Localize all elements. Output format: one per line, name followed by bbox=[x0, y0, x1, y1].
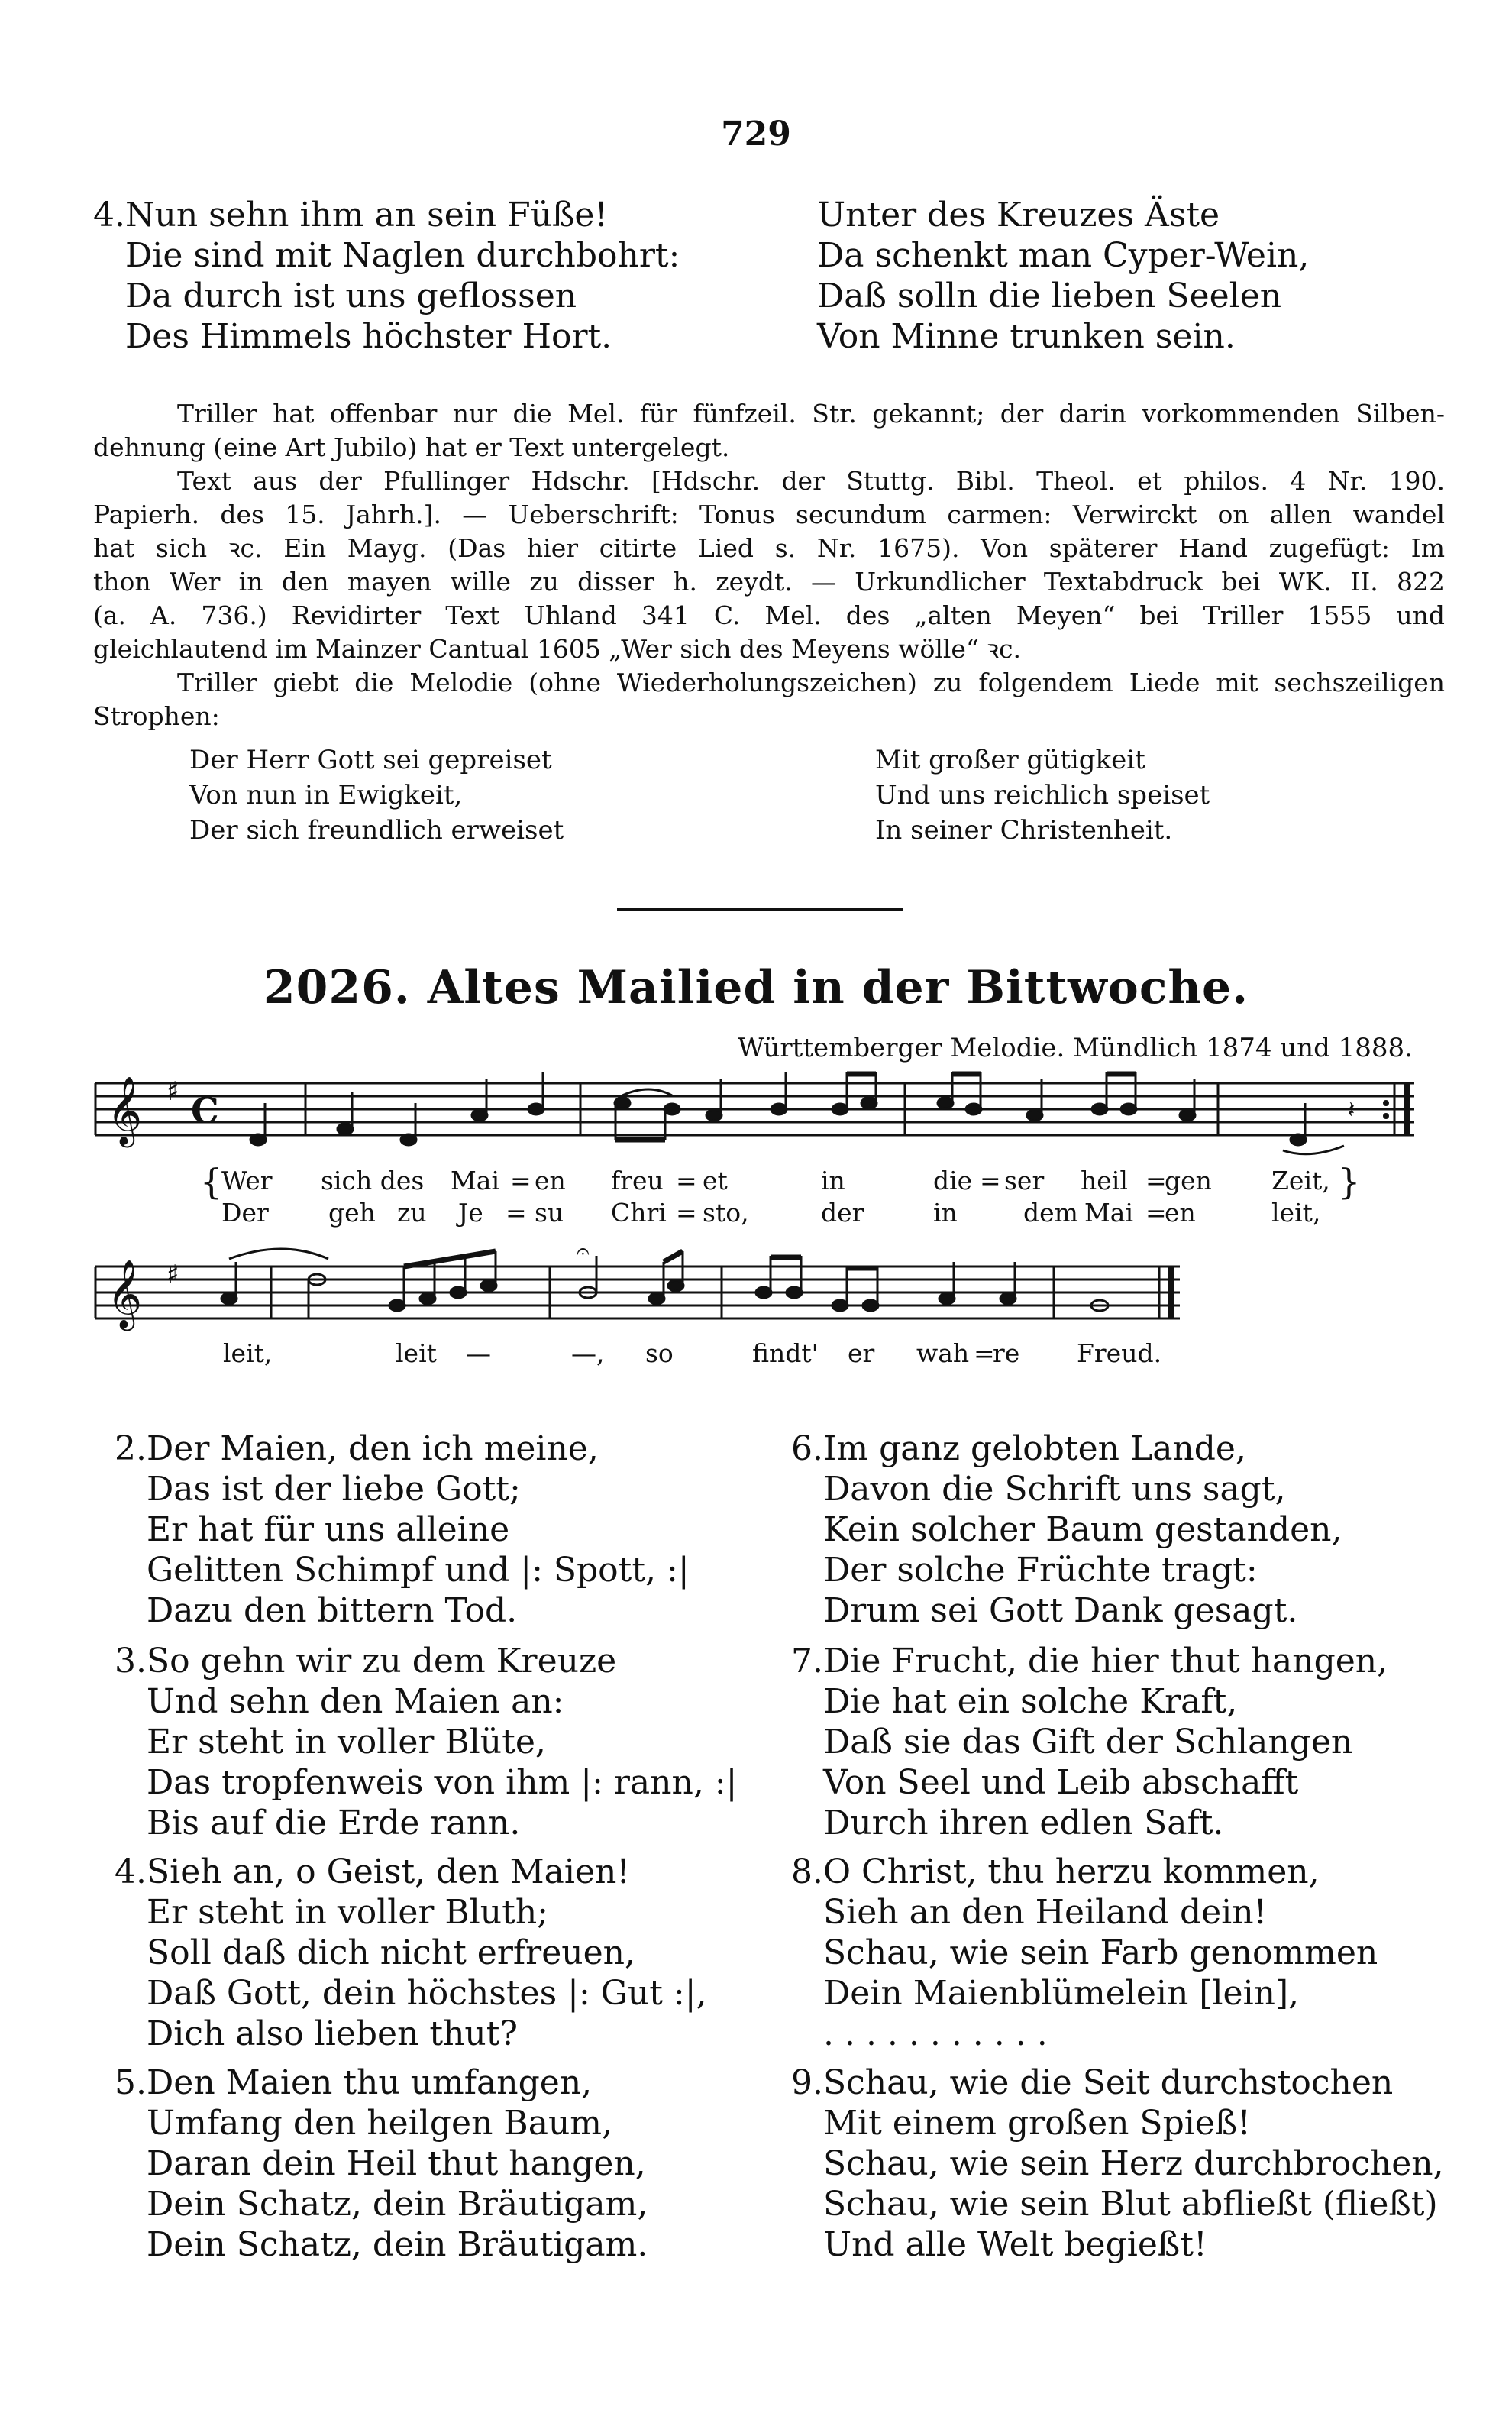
lyric: Mai bbox=[1084, 1198, 1134, 1228]
stanza-line: Der Maien, den ich meine, bbox=[147, 1429, 599, 1468]
sharp-icon: ♯ bbox=[166, 1076, 179, 1107]
lyric: leit, bbox=[1271, 1198, 1321, 1228]
stanza-4 bbox=[115, 1852, 707, 2054]
lyric: = bbox=[506, 1198, 527, 1228]
lyric: = bbox=[980, 1166, 1001, 1195]
stanza-line: Durch ihren edlen Saft. bbox=[823, 1804, 1224, 1842]
lyric: Wer bbox=[221, 1166, 273, 1195]
lyric: ser bbox=[1004, 1166, 1045, 1195]
lyric: —, bbox=[571, 1338, 605, 1368]
lyric: = bbox=[510, 1166, 531, 1195]
lyric: sich des bbox=[321, 1166, 425, 1195]
stanza-line: Er steht in voller Bluth; bbox=[147, 1893, 548, 1932]
stanza-number: 3. bbox=[115, 1642, 147, 1681]
lyric: re bbox=[993, 1338, 1020, 1368]
lyric: wah bbox=[916, 1338, 970, 1368]
stanza-line: Unter des Kreuzes Äste bbox=[817, 196, 1220, 235]
stanza-line: Das ist der liebe Gott; bbox=[147, 1470, 521, 1509]
stanza-line: Schau, wie sein Herz durchbrochen, bbox=[823, 2144, 1444, 2183]
lyric: Chri bbox=[611, 1198, 667, 1228]
stanza-line: Dein Schatz, dein Bräutigam, bbox=[147, 2185, 648, 2224]
stanza-line: Schau, wie sein Farb genommen bbox=[823, 1933, 1378, 1972]
stanza-line: Sieh an, o Geist, den Maien! bbox=[147, 1852, 631, 1891]
stanza-2 bbox=[115, 1428, 690, 1631]
music-staff-2 bbox=[0, 1236, 1512, 1351]
lyric: en bbox=[535, 1166, 566, 1195]
stanza-line: So gehn wir zu dem Kreuze bbox=[147, 1642, 617, 1681]
stanza-line: Soll daß dich nicht erfreuen, bbox=[147, 1933, 635, 1972]
lyric: = bbox=[974, 1338, 995, 1368]
lyric: er bbox=[848, 1338, 875, 1368]
stanza-line: Im ganz gelobten Lande, bbox=[823, 1429, 1246, 1468]
stanza-line: Daß Gott, dein höchstes |: Gut :|, bbox=[147, 1974, 707, 2013]
note-line: Text aus der Pfullinger Hdschr. [Hdschr. der Stuttg. Bibl. Theol. et philos. 4 Nr. 190. bbox=[177, 466, 1445, 496]
stanza-line: Der Herr Gott sei gepreiset bbox=[189, 745, 552, 775]
melody-source: Württemberger Melodie. Mündlich 1874 und 1888. bbox=[737, 1033, 1413, 1063]
lyric: dem bbox=[1023, 1198, 1078, 1228]
stanza-line: Davon die Schrift uns sagt, bbox=[823, 1470, 1286, 1509]
stanza-line: Von Minne trunken sein. bbox=[817, 317, 1236, 356]
stanza-9 bbox=[791, 2062, 1444, 2265]
stanza-6 bbox=[791, 1428, 1342, 1631]
stanza-8 bbox=[791, 1852, 1378, 2054]
lyric: — bbox=[466, 1338, 491, 1368]
lyric: su bbox=[535, 1198, 564, 1228]
stanza-line: Das tropfenweis von ihm |: rann, :| bbox=[147, 1763, 738, 1802]
song-number: 2026. bbox=[263, 961, 411, 1014]
lyric: = bbox=[676, 1166, 697, 1195]
stanza-3 bbox=[115, 1641, 737, 1843]
note-line: Strophen: bbox=[93, 701, 220, 731]
stanza-line: Dein Maienblümelein [lein], bbox=[823, 1974, 1300, 2013]
stanza-line: Kein solcher Baum gestanden, bbox=[823, 1510, 1342, 1549]
stanza-number: 8. bbox=[791, 1852, 823, 1891]
stanza-line: Die hat ein solche Kraft, bbox=[823, 1682, 1238, 1721]
lyric: sto, bbox=[703, 1198, 749, 1228]
stanza-line: Drum sei Gott Dank gesagt. bbox=[823, 1591, 1298, 1630]
lyric: in bbox=[933, 1198, 958, 1228]
fermata-icon: 𝄐 bbox=[577, 1238, 590, 1265]
note-line: Triller hat offenbar nur die Mel. für fünfzeil. Str. gekannt; der darin vorkommenden Silben- bbox=[177, 399, 1445, 429]
stanza-line: Mit großer gütigkeit bbox=[875, 745, 1145, 775]
lyric: Der bbox=[221, 1198, 269, 1228]
stanza-number: 2. bbox=[115, 1429, 147, 1468]
triller-stanza-left bbox=[189, 742, 564, 848]
lyric: et bbox=[703, 1166, 728, 1195]
rest-icon: 𝄽 bbox=[1348, 1097, 1355, 1124]
stanza-line: Die Frucht, die hier thut hangen, bbox=[823, 1642, 1388, 1681]
treble-clef-icon: 𝄞 bbox=[107, 1076, 143, 1145]
stanza-line: Umfang den heilgen Baum, bbox=[147, 2104, 613, 2143]
stanza-line: Bis auf die Erde rann. bbox=[147, 1804, 521, 1842]
note-line: Papierh. des 15. Jahrh.]. — Ueberschrift: Tonus secundum carmen: Verwirckt on allen wandel bbox=[93, 500, 1445, 529]
note-line: hat sich ꝛc. Ein Mayg. (Das hier citirte Lied s. Nr. 1675). Von späterer Hand zugefügt: Im bbox=[93, 533, 1445, 563]
music-staff-1 bbox=[0, 1060, 1512, 1175]
lyric: zu bbox=[397, 1198, 427, 1228]
song-title-text: Altes Mailied in der Bittwoche. bbox=[427, 961, 1249, 1014]
stanza-number: 7. bbox=[791, 1642, 823, 1681]
stanza-number: 4. bbox=[93, 196, 125, 235]
stanza-line: Dein Schatz, dein Bräutigam. bbox=[147, 2225, 648, 2264]
stanza-number: 9. bbox=[791, 2063, 823, 2102]
top-stanza-right bbox=[817, 195, 1309, 357]
stanza-line: Daran dein Heil thut hangen, bbox=[147, 2144, 646, 2183]
section-divider bbox=[617, 908, 903, 911]
lyric: Je bbox=[458, 1198, 483, 1228]
stanza-number: 6. bbox=[791, 1429, 823, 1468]
lyric: en bbox=[1165, 1198, 1196, 1228]
stanza-line: Da durch ist uns geflossen bbox=[125, 277, 577, 315]
triller-stanza-right bbox=[875, 742, 1210, 848]
brace-left-icon: { bbox=[200, 1161, 223, 1202]
lyric: die bbox=[933, 1166, 973, 1195]
lyric: freu bbox=[611, 1166, 664, 1195]
stanza-line: Schau, wie sein Blut abfließt (fließt) bbox=[823, 2185, 1438, 2224]
lyric: leit bbox=[396, 1338, 437, 1368]
stanza-line: O Christ, thu herzu kommen, bbox=[823, 1852, 1320, 1891]
stanza-line: Nun sehn ihm an sein Füße! bbox=[125, 196, 609, 235]
lyric: gen bbox=[1165, 1166, 1212, 1195]
stanza-line: Da schenkt man Cyper-Wein, bbox=[817, 236, 1310, 275]
lyric: geh bbox=[328, 1198, 376, 1228]
stanza-line: Gelitten Schimpf und |: Spott, :| bbox=[147, 1551, 690, 1590]
stanza-line: Den Maien thu umfangen, bbox=[147, 2063, 593, 2102]
note-line: thon Wer in den mayen wille zu disser h. zeydt. — Urkundlicher Textabdruck bei WK. II. 822 bbox=[93, 567, 1445, 597]
lyric: = bbox=[676, 1198, 697, 1228]
stanza-line: Der sich freundlich erweiset bbox=[189, 815, 564, 846]
stanza-line: In seiner Christenheit. bbox=[875, 815, 1173, 846]
stanza-number: 5. bbox=[115, 2063, 147, 2102]
note-line: dehnung (eine Art Jubilo) hat er Text untergelegt. bbox=[93, 432, 730, 462]
note-line: (a. A. 736.) Revidirter Text Uhland 341 C. Mel. des „alten Meyen“ bei Triller 1555 und bbox=[93, 600, 1445, 630]
song-title bbox=[0, 961, 1512, 1014]
lyric: Mai bbox=[451, 1166, 500, 1195]
lyric: = bbox=[1145, 1198, 1167, 1228]
lyric: Zeit, bbox=[1271, 1166, 1330, 1195]
stanza-line: Und uns reichlich speiset bbox=[875, 780, 1210, 810]
treble-clef-icon: 𝄞 bbox=[107, 1260, 143, 1328]
lyric: = bbox=[1145, 1166, 1167, 1195]
stanza-line: Und alle Welt begießt! bbox=[823, 2225, 1207, 2264]
stanza-number: 4. bbox=[115, 1852, 147, 1891]
sharp-icon: ♯ bbox=[166, 1260, 179, 1290]
lyric: so bbox=[645, 1338, 674, 1368]
top-stanza-left bbox=[93, 195, 680, 357]
lyric: der bbox=[821, 1198, 864, 1228]
brace-right-icon: } bbox=[1338, 1161, 1361, 1202]
note-line: gleichlautend im Mainzer Cantual 1605 „Wer sich des Meyens wölle“ ꝛc. bbox=[93, 634, 1021, 664]
stanza-line: . . . . . . . . . . . bbox=[823, 2014, 1048, 2053]
stanza-line: Mit einem großen Spieß! bbox=[823, 2104, 1251, 2143]
editorial-notes bbox=[93, 397, 1445, 733]
lyric: in bbox=[821, 1166, 845, 1195]
stanza-line: Dazu den bittern Tod. bbox=[147, 1591, 518, 1630]
stanza-line: Daß solln die lieben Seelen bbox=[817, 277, 1282, 315]
stanza-7 bbox=[791, 1641, 1388, 1843]
common-time-icon: C bbox=[191, 1090, 219, 1131]
note-line: Triller giebt die Melodie (ohne Wiederholungszeichen) zu folgendem Liede mit sechszeiligen bbox=[177, 668, 1445, 697]
stanza-line: Von Seel und Leib abschafft bbox=[823, 1763, 1299, 1802]
lyric: heil bbox=[1081, 1166, 1128, 1195]
page-number: 729 bbox=[721, 115, 791, 154]
stanza-line: Er hat für uns alleine bbox=[147, 1510, 510, 1549]
lyric: findt' bbox=[752, 1338, 819, 1368]
stanza-line: Er steht in voller Blüte, bbox=[147, 1723, 546, 1761]
stanza-line: Von nun in Ewigkeit, bbox=[189, 780, 463, 810]
lyric: leit, bbox=[223, 1338, 273, 1368]
lyric: Freud. bbox=[1077, 1338, 1162, 1368]
stanza-line: Daß sie das Gift der Schlangen bbox=[823, 1723, 1353, 1761]
stanza-line: Die sind mit Naglen durchbohrt: bbox=[125, 236, 680, 275]
stanza-line: Dich also lieben thut? bbox=[147, 2014, 519, 2053]
stanza-5 bbox=[115, 2062, 648, 2265]
stanza-line: Sieh an den Heiland dein! bbox=[823, 1893, 1268, 1932]
stanza-line: Des Himmels höchster Hort. bbox=[125, 317, 612, 356]
stanza-line: Schau, wie die Seit durchstochen bbox=[823, 2063, 1394, 2102]
stanza-line: Der solche Früchte tragt: bbox=[823, 1551, 1258, 1590]
stanza-line: Und sehn den Maien an: bbox=[147, 1682, 564, 1721]
